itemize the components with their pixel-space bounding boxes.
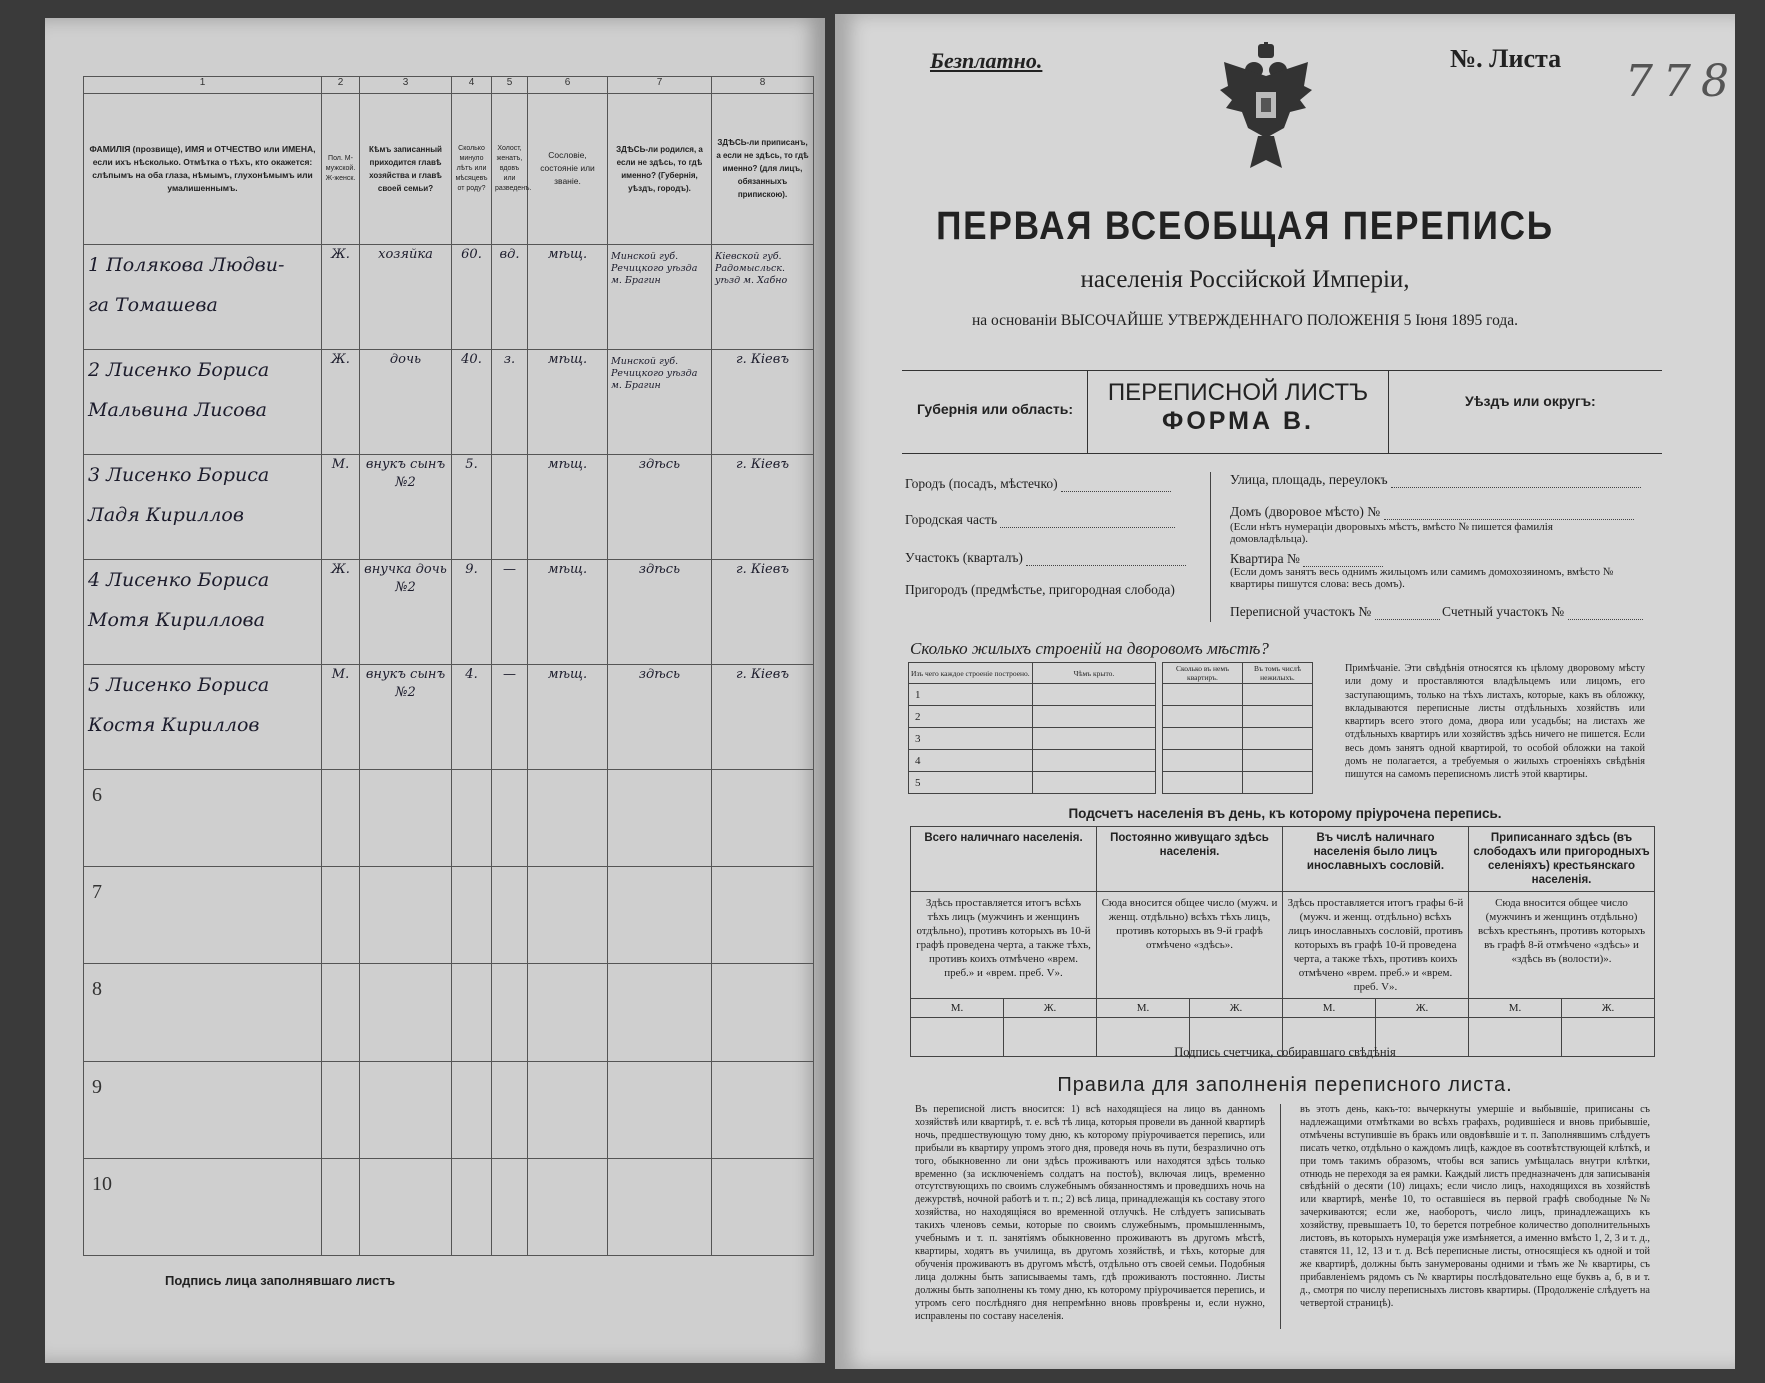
row-number: 2 [88, 358, 101, 381]
sheet-number-label: №. Листа [1450, 44, 1562, 73]
header-marital: Холост, женатъ, вдовъ или разведенъ. [492, 93, 528, 244]
estate-value: мѣщ. [547, 351, 588, 367]
form-title: ПЕРЕПИСНОЙ ЛИСТЪ [1107, 379, 1369, 406]
bld-head-apartments: Сколько въ немъ квартиръ. [1163, 663, 1243, 684]
header-sex: Пол. М-мужской. Ж-женск. [322, 93, 360, 244]
row-number: 9 [92, 1075, 102, 1098]
table-row: 2 [909, 706, 1313, 728]
name-line-2: га Томашева [88, 293, 218, 316]
estate-value: мѣщ. [547, 246, 588, 262]
uezd-label: Уѣздъ или округъ: [1465, 393, 1596, 409]
name-line-1: Лисенко Бориса [106, 463, 270, 486]
male-label: М. [1097, 999, 1190, 1018]
col-number: 4 [452, 77, 492, 94]
row-number: 6 [92, 783, 102, 806]
population-table [910, 826, 1655, 1057]
birthplace-value: здѣсь [638, 456, 681, 472]
suburb-field: Пригородъ (предмѣстье, пригородная слобода) [905, 582, 1175, 597]
bld-head-roof: Чѣмъ крыто. [1032, 663, 1155, 684]
city-field: Городъ (посадъ, мѣстечко) [905, 476, 1171, 492]
pop-desc-other-estates: Здѣсь проставляется итогъ графы 6-й (мужч. и женщ. отдѣльно) всѣхъ лицъ инославныхъ сословій, противъ которыхъ въ графѣ 10-й проведена черта, а также тѣхъ, противъ коихъ отмѣчено «врем. преб.» и «врем. преб. V». [1283, 892, 1469, 999]
birthplace-value: здѣсь [638, 666, 681, 682]
bld-head-material: Изъ чего каждое строеніе построено. [909, 663, 1033, 684]
marital-value: — [503, 666, 516, 682]
pop-desc-permanent: Сюда вносится общее число (мужч. и женщ. отдѣльно) всѣхъ тѣхъ лицъ, противъ которыхъ въ 9-й графѣ отмѣчено «здѣсь». [1097, 892, 1283, 999]
rules-text-left: Въ переписной листъ вносится: 1) всѣ находящіеся на лицо въ данномъ хозяйствѣ или квартирѣ, т. е. всѣ тѣ лица, которыя провели въ данной квартирѣ ночь, предшествующую тому дню, къ которому пріурочивается перепись, или прибыли въ квартиру упромъ этого дня, проведя ночь въ пути, безразлично отъ того, обыкновенно ли они здѣсь проживаютъ или находятся здѣсь только временно (за исключеніемъ солдатъ на постоѣ), включая лицъ, временно отсутствующихъ по своимъ служебнымъ обязанностямъ и проведшихъ ночь на дежурствѣ, ночной работѣ и т. п.; 2) всѣ лица, принадлежащія къ составу этого хозяйства, но находящіяся во временной отлучкѣ. Не слѣдуетъ записывать такихъ членовъ семьи, которые по своимъ служебнымъ, промышленнымъ, учебнымъ и т. п. занятіямъ обыкновенно проживаютъ въ другомъ мѣстѣ, квартиры, ходятъ въ училища, въ другомъ хозяйствѣ, и тѣхъ, которые для обученія проживаютъ въ другомъ мѣстѣ, отдѣльно отъ своей семьи. Подобныя лица должны быть записываемы тамъ, гдѣ проживаютъ постоянно. Листы должны быть заполнены къ тому дню, къ которому пріурочивается перепись, и утромъ сего послѣдняго дня непремѣнно вновь провѣрены и, если нужно, исправлены по составу населенія. [915, 1104, 1265, 1322]
house-note: (Если нѣтъ нумераціи дворовыхъ мѣстъ, вмѣсто № пишется фамилія домовладѣльца). [1230, 521, 1553, 545]
sex-value: М. [331, 456, 350, 472]
form-header-box [902, 370, 1662, 454]
table-row: 4 [909, 750, 1313, 772]
free-label: Безплатно. [930, 48, 1043, 73]
birthplace-value: Минской губ. Речицкого уѣзда м. Брагин [611, 355, 698, 391]
marital-value: з. [503, 351, 516, 367]
header-relation: Кѣмъ записанный приходится главѣ хозяйства и главѣ своей семьи? [360, 93, 452, 244]
col-number: 7 [608, 77, 712, 94]
table-row [84, 1158, 814, 1255]
header-estate: Сословіе, состояніе или званіе. [528, 93, 608, 244]
count-district-field: Счетный участокъ № [1442, 604, 1643, 620]
table-row [84, 664, 814, 769]
town-part-field: Городская часть [905, 512, 1175, 528]
relation-value: внукъ сынъ №2 [365, 666, 446, 700]
sex-value: Ж. [331, 351, 350, 367]
name-cell [84, 454, 322, 559]
name-cell [84, 559, 322, 664]
registration-value: Кіевской губ. Радомысльск. уѣзд м. Хабно [715, 250, 788, 286]
dwellings-question: Сколько жилыхъ строеній на дворовомъ мѣстѣ? [910, 639, 1269, 658]
relation-value: внукъ сынъ №2 [365, 456, 446, 490]
name-line-2: Мальвина Лисова [88, 398, 267, 421]
address-divider [1210, 472, 1211, 622]
row-number: 4 [88, 568, 101, 591]
birthplace-value: Минской губ. Речицкого уѣзда м. Брагин [611, 250, 698, 286]
marital-value: — [503, 561, 516, 577]
name-line-2: Мотя Кириллова [88, 608, 265, 631]
male-label: М. [911, 999, 1004, 1018]
male-label: М. [1283, 999, 1376, 1018]
sheet-number-handwritten: 778 [1625, 56, 1739, 107]
census-table [83, 76, 814, 1256]
precinct-field: Участокъ (кварталъ) [905, 550, 1186, 566]
header-row [84, 93, 814, 244]
header-age: Сколько минуло лѣтъ или мѣсяцевъ от роду? [452, 93, 492, 244]
page-subtitle: населенія Россійской Имперіи, [1080, 266, 1410, 293]
table-row [84, 244, 814, 349]
row-number: 3 [88, 463, 101, 486]
guberniya-label: Губернія или область: [917, 401, 1074, 417]
relation-value: внучка дочь №2 [364, 561, 447, 595]
col-number: 6 [528, 77, 608, 94]
pop-head-total: Всего наличнаго населенія. [911, 827, 1097, 892]
filler-signature-label: Подпись лица заполнявшаго листъ [165, 1273, 396, 1288]
buildings-table [908, 662, 1313, 794]
pop-head-permanent: Постоянно живущаго здѣсь населенія. [1097, 827, 1283, 892]
street-field: Улица, площадь, переулокъ [1230, 472, 1641, 488]
name-line-1: Полякова Людви- [106, 253, 285, 276]
name-line-2: Костя Кириллов [88, 713, 260, 736]
apartment-note: (Если домъ занятъ весь однимъ жильцомъ или самимъ домохозяиномъ, вмѣсто № квартиры пишутся слова: весь домъ). [1230, 566, 1614, 590]
rules-title: Правила для заполненія переписного листа. [1057, 1074, 1513, 1096]
bld-head-nonres: Въ томъ числѣ нежилыхъ. [1242, 663, 1312, 684]
col-number: 1 [84, 77, 322, 94]
name-cell [84, 664, 322, 769]
name-cell [84, 244, 322, 349]
pop-head-peasants: Приписаннаго здѣсь (въ слободахъ или пригородныхъ селеніяхъ) крестьянскаго населенія. [1469, 827, 1655, 892]
marital-value: вд. [499, 246, 520, 262]
table-row [84, 769, 814, 866]
age-value: 4. [465, 666, 478, 682]
col-number: 8 [712, 77, 814, 94]
row-number: 1 [88, 253, 101, 276]
table-row: 3 [909, 728, 1313, 750]
birthplace-value: здѣсь [638, 561, 681, 577]
col-number: 3 [360, 77, 452, 94]
buildings-note: Примѣчаніе. Эти свѣдѣнія относятся къ цѣлому дворовому мѣсту или дому и проставляются владѣльцемъ или лицомъ, его заступающимъ, только на тѣхъ листахъ, которые, какъ въ обложку, вкладываются переписные листы отдѣльныхъ хозяйствъ или квартиръ всего этого дома, двора или усадьбы; на листахъ же отдѣльныхъ квартиръ или хозяйствъ здѣсь ничего не пишется. Если весь домъ занятъ одной квартирой, то особой обложки на такой домъ не полагается, а требуемыя о жилыхъ строеніяхъ свѣдѣнія пишутся на самомъ переписномъ листѣ этой квартиры. [1345, 663, 1645, 781]
table-row [84, 349, 814, 454]
estate-value: мѣщ. [547, 561, 588, 577]
apartment-field: Квартира № [1230, 551, 1383, 567]
header-registration: ЗДѢСЬ-ли приписанъ, а если не здѣсь, то гдѣ именно? (для лицъ, обязанныхъ припискою). [712, 93, 814, 244]
female-label: Ж. [1190, 999, 1283, 1018]
male-label: М. [1469, 999, 1562, 1018]
table-row [84, 1061, 814, 1158]
table-row [84, 867, 814, 964]
row-number: 8 [92, 978, 102, 1001]
age-value: 5. [465, 456, 478, 472]
estate-value: мѣщ. [547, 666, 588, 682]
table-row: 1 [909, 684, 1313, 706]
name-line-1: Лисенко Бориса [106, 568, 270, 591]
table-row [84, 964, 814, 1061]
header-birthplace: ЗДѢСЬ-ли родился, а если не здѣсь, то гдѣ именно? (Губернія, уѣздъ, городъ). [608, 93, 712, 244]
name-line-1: Лисенко Бориса [106, 673, 270, 696]
rules-divider [1280, 1104, 1281, 1329]
column-number-row [84, 77, 814, 94]
house-field: Домъ (дворовое мѣсто) № [1230, 504, 1634, 520]
table-row: 5 [909, 772, 1313, 794]
counter-signature-label: Подпись счетчика, собиравшаго свѣдѣнія [1174, 1045, 1396, 1059]
row-number: 7 [92, 881, 102, 904]
col-number: 5 [492, 77, 528, 94]
header-name: ФАМИЛІЯ (прозвище), ИМЯ и ОТЧЕСТВО или ИМЕНА, если ихъ нѣсколько. Отмѣтка о тѣхъ, кто окажется: слѣпымъ на оба глаза, нѣмымъ, глухонѣмымъ или умалишеннымъ. [84, 93, 322, 244]
table-row [84, 454, 814, 559]
female-label: Ж. [1004, 999, 1097, 1018]
sex-value: Ж. [331, 561, 350, 577]
age-value: 60. [461, 246, 482, 262]
census-district-field: Переписной участокъ № [1230, 604, 1440, 620]
female-label: Ж. [1562, 999, 1655, 1018]
page-title: ПЕРВАЯ ВСЕОБЩАЯ ПЕРЕПИСЬ [936, 204, 1554, 248]
registration-value: г. Кіевъ [736, 456, 789, 472]
table-row [84, 559, 814, 664]
relation-value: дочь [389, 351, 422, 367]
registration-value: г. Кіевъ [736, 666, 789, 682]
sex-value: М. [331, 666, 350, 682]
rules-text-right: въ этотъ день, какъ-то: вычеркнуты умершіе и выбывшіе, приписаны съ надлежащими отмѣтками во всѣхъ графахъ, родившіеся и вновь прибывшіе, отмѣчены вступившіе въ бракъ или овдовѣвшіе и т. п. Заполнявшимъ слѣдуетъ писать четко, отдѣльно о каждомъ лицѣ, каждое въ соотвѣтствующей клѣткѣ, и при томъ такимъ образомъ, чтобы вся запись умѣщалась внутри клѣтки, отнюдь не переходя за ея рамки. Каждый листъ предназначенъ для записыванія свѣдѣній о десяти (10) лицахъ; если число лицъ, находящихся въ хозяйствѣ или квартирѣ, менѣе 10, то оставшіеся въ первой графѣ свободные №№ зачеркиваются; если же, наоборотъ, число лицъ, принадлежащихъ къ хозяйству, превышаетъ 10, то берется потребное количество дополнительныхъ листовъ, въ которыхъ нумерація уже измѣняется, а именно вмѣсто 1, 2, 3 и т. д., ставятся 11, 12, 13 и т. д. Всѣ переписные листы, относящіеся къ одной и той же квартирѣ, должны быть занумерованы одними и тѣмъ же № квартиры, съ прибавленіемъ рядомъ съ № квартиры послѣдовательно еще буквъ а, б, в и т. д., смотря по числу переписныхъ листовъ квартиры. (Продолженіе слѣдуетъ на четвертой страницѣ). [1300, 1104, 1650, 1309]
registration-value: г. Кіевъ [736, 561, 789, 577]
sex-value: Ж. [331, 246, 350, 262]
right-page [835, 14, 1739, 1369]
registration-value: г. Кіевъ [736, 351, 789, 367]
left-page [45, 18, 825, 1363]
form-title-block [1087, 371, 1389, 453]
name-cell [84, 349, 322, 454]
estate-value: мѣщ. [547, 456, 588, 472]
row-number: 10 [92, 1172, 112, 1195]
pop-desc-peasants: Сюда вносится общее число (мужчинъ и женщинъ отдѣльно) всѣхъ крестьянъ, противъ которыхъ въ графѣ 8-й отмѣчено «здѣсь» и «здѣсь въ (волости)». [1469, 892, 1655, 999]
age-value: 9. [465, 561, 478, 577]
form-type: ФОРМА В. [1162, 407, 1314, 435]
female-label: Ж. [1376, 999, 1469, 1018]
relation-value: хозяйка [378, 246, 433, 262]
age-value: 40. [461, 351, 482, 367]
legal-basis: на основаніи ВЫСОЧАЙШЕ УТВЕРЖДЕННАГО ПОЛОЖЕНІЯ 5 Іюня 1895 года. [971, 312, 1519, 329]
imperial-eagle-emblem [1218, 42, 1314, 182]
col-number: 2 [322, 77, 360, 94]
name-line-2: Ладя Кириллов [88, 503, 244, 526]
population-count-title: Подсчетъ населенія въ день, къ которому пріурочена перепись. [1068, 806, 1502, 821]
pop-head-other-estates: Въ числѣ наличнаго населенія было лицъ инославныхъ сословій. [1283, 827, 1469, 892]
row-number: 5 [88, 673, 101, 696]
pop-desc-total: Здѣсь проставляется итогъ всѣхъ тѣхъ лицъ (мужчинъ и женщинъ отдѣльно), противъ которыхъ въ 10-й графѣ проведена черта, а также тѣхъ, противъ коихъ отмѣчено «врем. преб.» и «врем. преб. V». [911, 892, 1097, 999]
name-line-1: Лисенко Бориса [106, 358, 270, 381]
